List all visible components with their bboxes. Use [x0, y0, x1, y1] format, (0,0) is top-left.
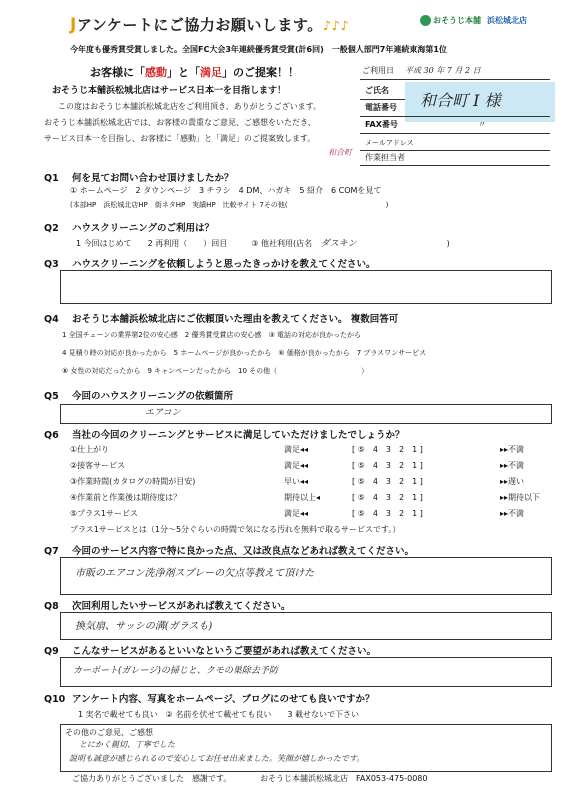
- comments-box[interactable]: [60, 724, 552, 772]
- logo-branch: 浜松城北店: [487, 16, 527, 25]
- staff-label: 作業担当者: [365, 153, 405, 162]
- music-notes-icon: ♪♪♪: [322, 19, 350, 34]
- q8-answer-box[interactable]: [60, 612, 552, 640]
- q9-answer: カーポート(ガレージ)の掃じと、クモの巣除去予防: [73, 666, 278, 676]
- q8-heading: Q8 次回利用したいサービスがあれば教えてください。: [44, 601, 291, 612]
- title-j: J: [70, 15, 77, 35]
- q10-options: 1 実名で載せても良い ② 名前を伏せて載せても良い 3 載せないで下さい: [78, 710, 359, 719]
- shop-logo: [420, 15, 527, 26]
- staff-rule: [360, 165, 550, 166]
- intro-p3: サービス日本一を目指し、お客様に「感動」と「満足」のご提案致します。: [44, 134, 316, 143]
- intro-p1: この度はおそうじ本舗浜松城北店をご利用頂き、ありがとうございます。: [58, 102, 322, 111]
- q2-options: 1 今回はじめて 2 再利用（ ）回目 ③ 他社利用(店名 ダスキン ): [76, 239, 450, 249]
- comments-line1: とにかく親切、丁寧でした: [79, 740, 175, 749]
- fax-rule: [360, 133, 550, 134]
- phone-label: 電話番号: [365, 103, 397, 112]
- q7-answer-box[interactable]: [60, 557, 552, 595]
- q1-heading: Q1 何を見てお問い合わせ頂けましたか？: [44, 173, 234, 184]
- q3-answer-box[interactable]: [60, 270, 552, 304]
- award-line: 今年度も優秀賞受賞しました。全国FC大会3年連続優秀賞受賞(計6回) 一般個人部門7年連続東海第1位: [70, 45, 447, 54]
- logo-mark-icon: [420, 15, 431, 26]
- signature: 和合町: [328, 148, 352, 157]
- mail-rule: [360, 150, 550, 151]
- q4-line1: 1 全国チェーンの業界第2位の安心感 2 優秀賞受賞店の安心感 ③ 電話の対応が良かったから: [62, 331, 361, 339]
- mail-label: メールアドレス: [365, 139, 414, 147]
- page-title: [70, 14, 349, 35]
- proposal-post: 」のご提案！！: [222, 66, 299, 79]
- q3-heading: Q3 ハウスクリーニングを依頼しようと思ったきっかけを教えてください。: [44, 259, 376, 270]
- proposal-red2: 満足: [200, 66, 222, 79]
- date-rule: [360, 79, 550, 80]
- q7-heading: Q7 今回のサービス内容で特に良かった点、又は改良点などあれば教えてください。: [44, 546, 415, 557]
- intro-p2: おそうじ本舗浜松城北店では、お客様の貴重なご意見、ご感想をいただき、: [44, 118, 316, 127]
- q4-heading: Q4 おそうじ本舗浜松城北店にご依頼頂いた理由を教えてください。 複数回答可: [44, 314, 399, 325]
- q5-heading: Q5 今回のハウスクリーニングの依頼箇所: [44, 391, 234, 402]
- proposal-mid: 」と「: [167, 66, 200, 79]
- proposal-line: [90, 66, 299, 79]
- q1-sub: (本部HP 浜松城北店HP 街ネタHP 実績HP 比較サイト 7その他( ): [70, 201, 389, 209]
- name-label: ご氏名: [365, 86, 389, 95]
- q4-line3: ⑧ 女性の対応だったから 9 キャンペーンだったから 10 その他（ ）: [62, 367, 369, 375]
- q4-line2: 4 見積り時の対応が良かったから 5 ホームページが良かったから ⑥ 価格が良かったから 7 プラスワンサービス: [62, 349, 427, 357]
- q1-options: ① ホームページ 2 タウンページ 3 チラシ 4 DM、ハガキ 5 紹介 6 COMを見て: [70, 186, 382, 195]
- q5-answer: エアコン: [145, 408, 181, 418]
- proposal-pre: お客様に「: [90, 66, 145, 79]
- phone-rule: [360, 116, 550, 117]
- q8-answer: 換気扇、サッシの溝(ガラスも): [75, 621, 213, 632]
- date-value: 平成 30 年 7 月 2 日: [405, 66, 481, 75]
- name-value: 和合町 I 様: [420, 91, 501, 110]
- fax-label: FAX番号: [365, 120, 398, 129]
- proposal-red1: 感動: [145, 66, 167, 79]
- aim-line: おそうじ本舗浜松城北店はサービス日本一を目指します！: [52, 86, 287, 96]
- footer-shop: おそうじ本舗浜松城北店 FAX053-475-0080: [260, 774, 428, 783]
- q6-note: プラス1サービスとは（1分～5分ぐらいの時間で気になる汚れを無料で取るサービスです。）: [70, 525, 401, 534]
- logo-name: おそうじ本舗: [433, 16, 481, 25]
- q5-answer-box[interactable]: [60, 404, 552, 424]
- name-rule: [360, 99, 405, 100]
- footer-thanks: ご協力ありがとうございました 感謝です。: [72, 774, 232, 783]
- q9-heading: Q9 こんなサービスがあるといいなというご要望があれば教えてください。: [44, 646, 377, 657]
- fax-value: 〃: [478, 120, 486, 129]
- q6-heading: Q6 当社の今回のクリーニングとサービスに満足していただけましたでしょうか？: [44, 430, 405, 441]
- q9-answer-box[interactable]: [60, 657, 552, 687]
- title-text: アンケートにご協力お願いします。: [76, 16, 323, 34]
- q7-answer: 市販のエアコン洗浄剤スプレーの欠点等教えて頂けた: [75, 568, 315, 579]
- comments-label: その他のご意見、ご感想: [65, 728, 153, 737]
- q2-heading: Q2 ハウスクリーニングのご利用は？: [44, 223, 215, 234]
- q10-heading: Q10 アンケート内容、写真をホームページ、ブログにのせても良いですか？: [44, 694, 375, 705]
- comments-line2: 説明も誠意が感じられるので安心してお任せ出来ました。笑顔が嬉しかったです。: [69, 754, 365, 763]
- date-label: ご利用日: [362, 66, 394, 75]
